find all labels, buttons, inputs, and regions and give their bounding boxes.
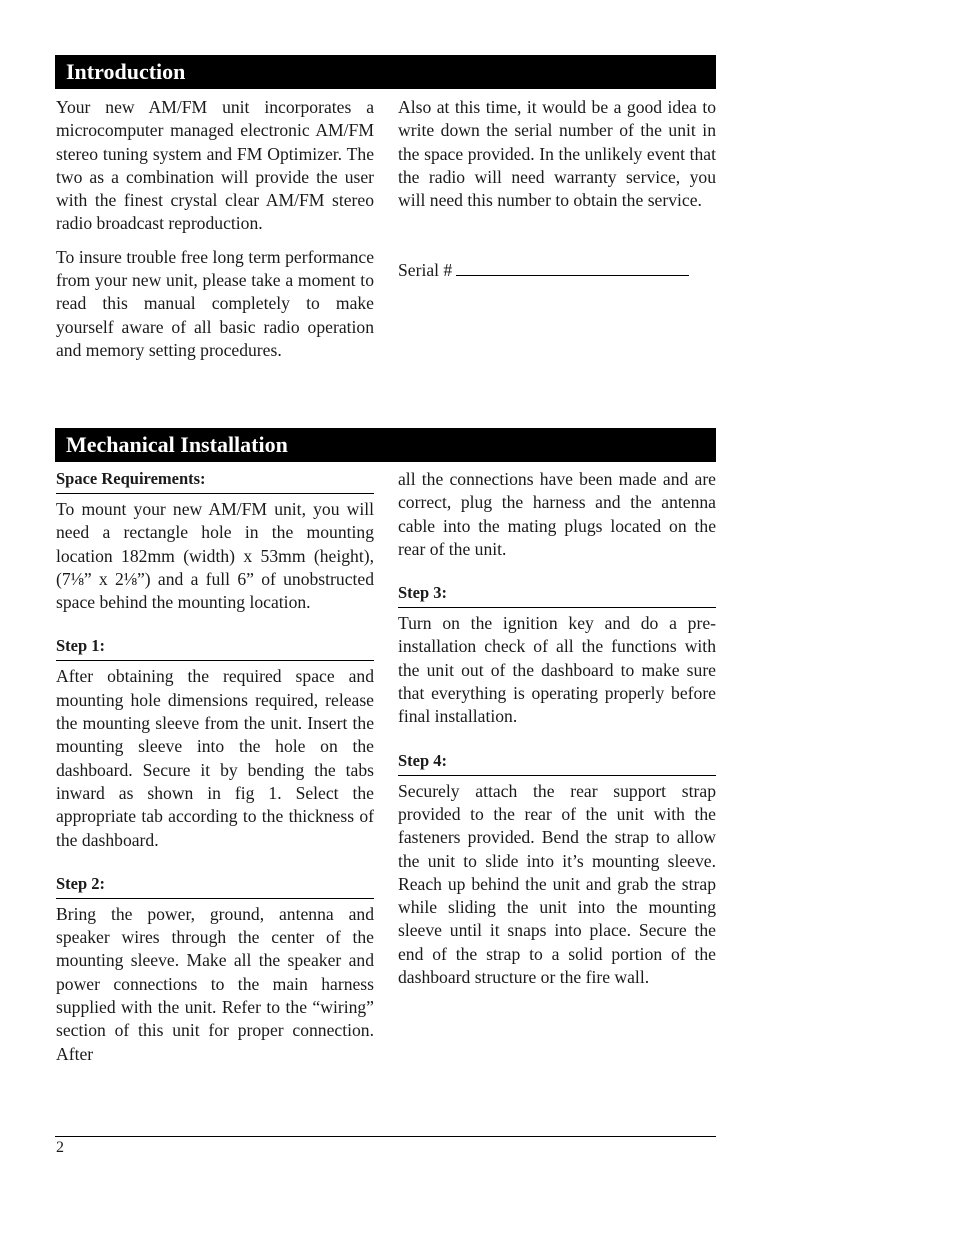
serial-blank-line — [456, 259, 689, 276]
introduction-heading: Introduction — [55, 55, 716, 89]
intro-paragraph-3: Also at this time, it would be a good idea to write down the serial number of the unit in the space provided. In the unlikely event that the radio will need warranty service, you will need this number to obtain the service. — [398, 97, 716, 211]
introduction-left-column — [56, 96, 374, 362]
footer-rule — [55, 1136, 716, 1137]
mechanical-right-column — [398, 468, 716, 989]
step-1-text: After obtaining the required space and mounting hole dimensions required, release the mounting sleeve from the unit. Insert the mounting sleeve into the hole on the dashboard. Secure it by bending the tabs inward as shown in fig 1. Select the appropriate tab according to the thickness of the dashboard. — [56, 666, 374, 850]
step-4-text: Securely attach the rear support strap provided to the rear of the unit with the fasteners provided. Bend the strap to allow the unit to slide into it’s mounting sleeve. Reach up behind the unit and grab the strap while sliding the unit into the mounting sleeve until it snaps into place. Secure the end of the strap to a solid portion of the dashboard structure or the fire wall. — [398, 780, 716, 988]
step-3-text: Turn on the ignition key and do a pre-installation check of all the functions with the unit out of the dashboard to make sure that everything is operating properly before final installation. — [398, 613, 716, 727]
space-requirements-text: To mount your new AM/FM unit, you will need a rectangle hole in the mounting location 182mm (width) x 53mm (height), (7⅛” x 2⅛”) and a full 6” of unobstructed space behind the mounting location. — [56, 499, 374, 613]
introduction-right-column — [398, 96, 716, 283]
step-3-heading: Step 3: — [398, 582, 716, 608]
space-requirements-heading: Space Requirements: — [56, 468, 374, 494]
mechanical-installation-heading: Mechanical Installation — [55, 428, 716, 462]
serial-number-field — [398, 259, 716, 282]
step-2-text: Bring the power, ground, antenna and speaker wires through the center of the mounting sleeve. Make all the speaker and power connections to the main harness supplied with the unit. Refer to the “wiring” section of this unit for proper connection. After — [56, 903, 374, 1064]
serial-label: Serial # — [398, 260, 453, 281]
step-2-heading: Step 2: — [56, 873, 374, 899]
step-1-heading: Step 1: — [56, 635, 374, 661]
intro-paragraph-2: To insure trouble free long term performance from your new unit, please take a moment to read this manual completely to make yourself aware of all basic radio operation and memory setting procedures. — [56, 246, 374, 360]
page-number: 2 — [56, 1139, 64, 1156]
step-4-heading: Step 4: — [398, 750, 716, 776]
intro-paragraph-1: Your new AM/FM unit incorporates a microcomputer managed electronic AM/FM stereo tuning system and FM Optimizer. The two as a combination will provide the user with the finest crystal clear AM/FM stereo radio broadcast reproduction. — [56, 97, 374, 234]
step-2-continued-text: all the connections have been made and are correct, plug the harness and the antenna cable into the mating plugs located on the rear of the unit. — [398, 469, 716, 559]
mechanical-left-column — [56, 468, 374, 1066]
